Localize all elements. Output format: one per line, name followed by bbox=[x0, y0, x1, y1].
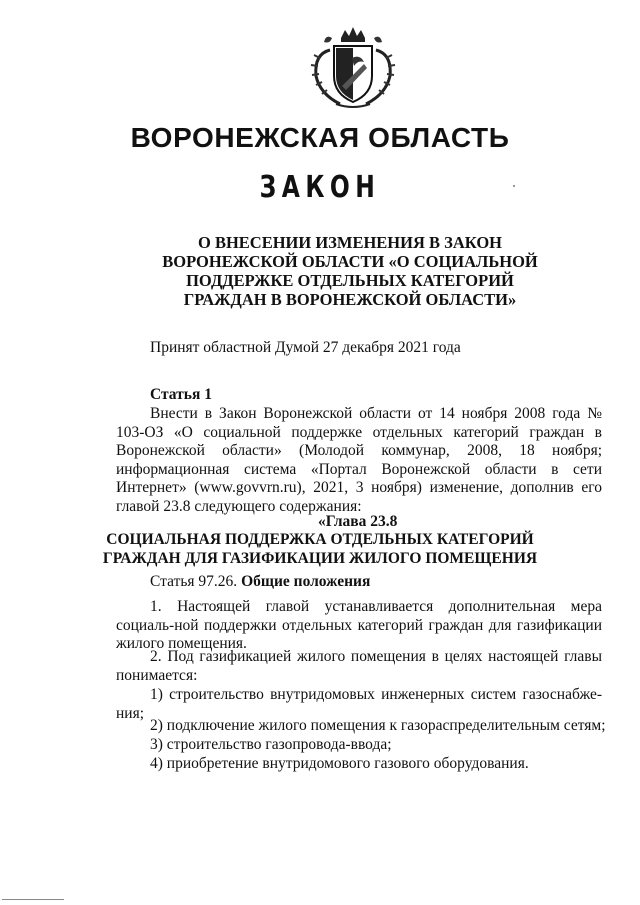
footnote-rule bbox=[2, 899, 64, 900]
adoption-note: Принят областной Думой 27 декабря 2021 года bbox=[150, 339, 461, 356]
law-title-line: ГРАЖДАН В ВОРОНЕЖСКОЙ ОБЛАСТИ» bbox=[183, 290, 517, 309]
chapter-title-line: СОЦИАЛЬНАЯ ПОДДЕРЖКА ОТДЕЛЬНЫХ КАТЕГОРИЙ bbox=[106, 531, 534, 548]
article-97-26-label: Статья 97.26. bbox=[150, 573, 242, 590]
article-97-26-heading bbox=[150, 573, 370, 591]
clause-2 bbox=[116, 648, 602, 685]
clause-2-item-1-text: 1) строительство внутридомовых инженерных систем газоснабже-ния; bbox=[116, 686, 602, 722]
document-type-title: ЗАКОН bbox=[259, 170, 381, 205]
article-1-text bbox=[116, 405, 602, 517]
chapter-number: «Глава 23.8 bbox=[318, 513, 398, 530]
clause-2-item-4: 4) приобретение внутридомового газового оборудования. bbox=[150, 755, 529, 772]
clause-2-item-2: 2) подключение жилого помещения к газораспределительным сетям; bbox=[150, 717, 606, 734]
clause-1 bbox=[116, 598, 602, 654]
scan-speck bbox=[513, 185, 515, 187]
article-1-heading: Статья 1 bbox=[150, 386, 212, 403]
region-title: ВОРОНЕЖСКАЯ ОБЛАСТЬ bbox=[130, 122, 510, 153]
article-1-body: Внести в Закон Воронежской области от 14 ноября 2008 года № 103-ОЗ «О социальной поддержке отдельных категорий граждан в Воронежской области» (Молодой коммунар, 2008, 18 ноября; информационная система «Портал Воронежской области в сети Интернет» (www.govvrn.ru), 2021, 3 ноября) изменение, дополнив его главой 23.8 следующего содержания: bbox=[116, 405, 602, 515]
article-97-26-title: Общие положения bbox=[241, 573, 371, 590]
coat-of-arms-icon bbox=[306, 24, 400, 114]
clause-2-item-3: 3) строительство газопровода-ввода; bbox=[150, 736, 392, 753]
law-title-line: ПОДДЕРЖКЕ ОТДЕЛЬНЫХ КАТЕГОРИЙ bbox=[186, 271, 514, 290]
clause-1-text: 1. Настоящей главой устанавливается дополнительная мера социаль-ной поддержки отдельных категорий граждан для газификации жилого помещения. bbox=[116, 598, 602, 653]
law-title-line: ВОРОНЕЖСКОЙ ОБЛАСТИ «О СОЦИАЛЬНОЙ bbox=[162, 252, 538, 271]
law-title bbox=[150, 233, 550, 309]
law-title-line: О ВНЕСЕНИИ ИЗМЕНЕНИЯ В ЗАКОН bbox=[197, 233, 502, 252]
chapter-title-line: ГРАЖДАН ДЛЯ ГАЗИФИКАЦИИ ЖИЛОГО ПОМЕЩЕНИЯ bbox=[102, 550, 538, 567]
clause-2-text: 2. Под газификацией жилого помещения в целях настоящей главы понимается: bbox=[116, 648, 602, 684]
